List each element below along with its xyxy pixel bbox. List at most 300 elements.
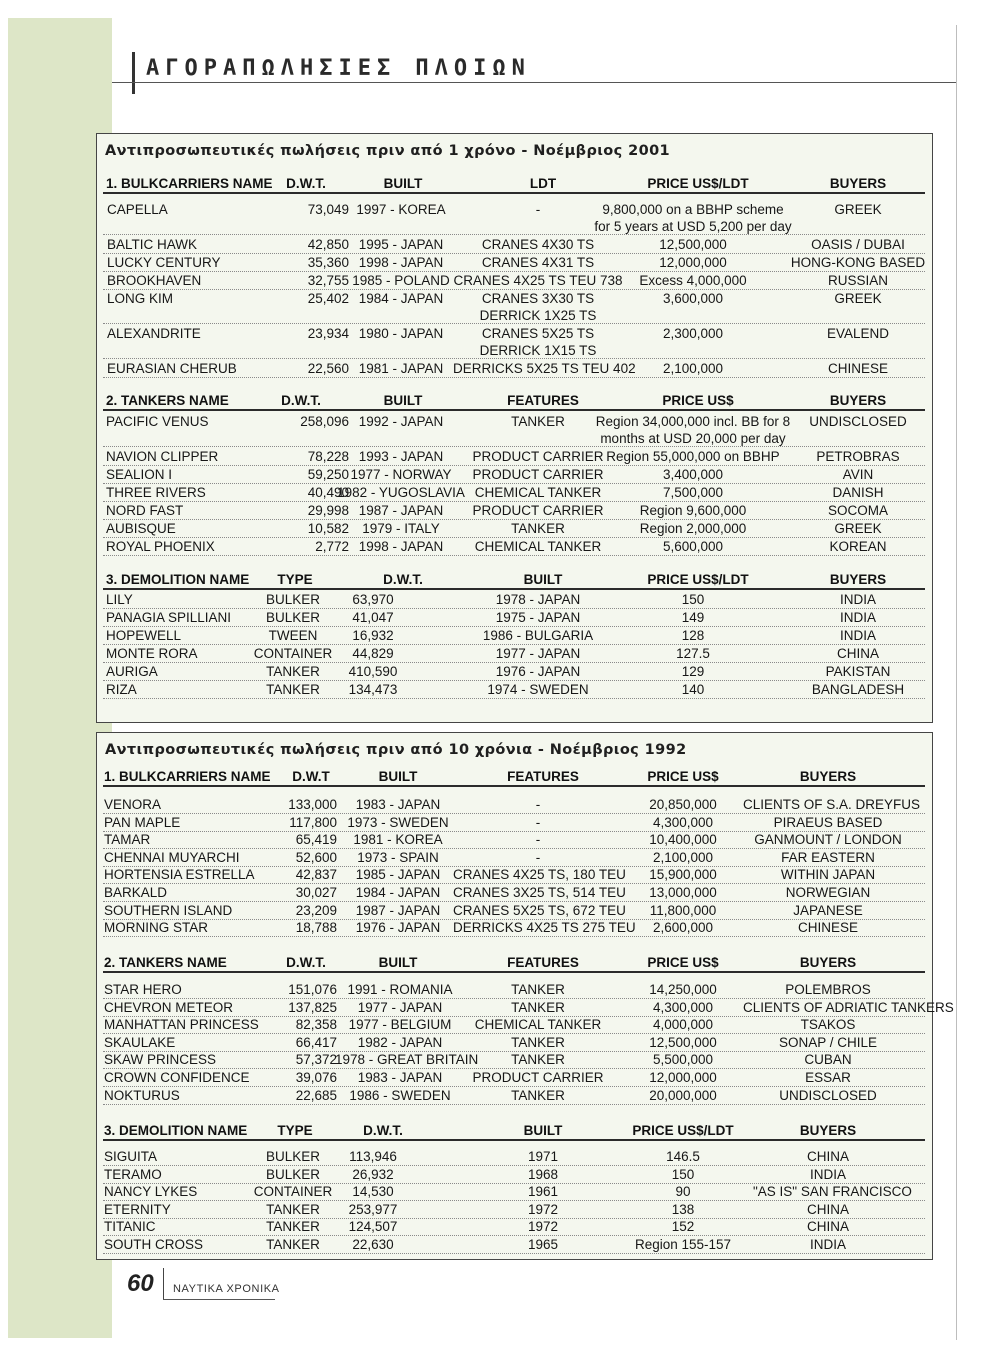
- table-cell: DERRICKS 5X25 TS TEU 402: [453, 361, 636, 376]
- table-cell: CONTAINER: [253, 646, 333, 661]
- table-cell: AVIN: [842, 467, 874, 482]
- column-header: BUILT: [523, 1123, 563, 1138]
- table-cell: 42,837: [295, 867, 337, 883]
- table-cell: 2,600,000: [652, 920, 714, 936]
- table-cell: INDIA: [809, 1237, 846, 1252]
- table-cell: 137,825: [288, 999, 337, 1015]
- column-header: D.W.T.: [281, 393, 321, 408]
- table-cell: CRANES 4X25 TS TEU 738: [453, 273, 623, 288]
- table-cell: 150: [681, 592, 705, 607]
- table-row: [103, 1201, 925, 1219]
- table-cell: PRODUCT CARRIER: [472, 449, 604, 464]
- table-cell: 3,600,000: [662, 291, 724, 306]
- table-cell: 1985 - JAPAN: [355, 867, 441, 883]
- table-cell: PRODUCT CARRIER: [472, 503, 604, 518]
- table-cell: 1998 - JAPAN: [358, 539, 444, 554]
- column-header: TYPE: [277, 572, 313, 587]
- table-row: [103, 1166, 925, 1184]
- table-cell: 41,047: [352, 610, 394, 625]
- table-cell: LONG KIM: [107, 291, 174, 306]
- table-cell: 4,300,000: [652, 999, 714, 1015]
- table-cell: Excess 4,000,000: [639, 273, 747, 288]
- table-row: [103, 1034, 925, 1052]
- table-cell: 29,998: [307, 503, 349, 518]
- table-cell: 66,417: [295, 1034, 337, 1050]
- table-cell: 1984 - JAPAN: [358, 291, 444, 306]
- table-cell: 82,358: [295, 1017, 337, 1033]
- table-cell: 11,800,000: [649, 902, 717, 918]
- table-cell: 1983 - JAPAN: [357, 1070, 443, 1085]
- table-cell: CRANES 3X30 TS DERRICK 1X25 TS: [479, 291, 597, 323]
- table-cell: 4,000,000: [652, 1017, 714, 1033]
- table-cell: GREEK: [834, 202, 882, 217]
- table-cell: PETROBRAS: [816, 449, 900, 464]
- table-cell: 20,000,000: [649, 1087, 717, 1103]
- table-cell: 1992 - JAPAN: [358, 414, 444, 429]
- table-row: [103, 902, 925, 920]
- table-cell: 140: [681, 682, 705, 697]
- table-cell: KOREAN: [829, 539, 887, 554]
- table-cell: RUSSIAN: [827, 273, 888, 288]
- table-cell: TANKER: [266, 1237, 320, 1252]
- table-cell: 1982 - YUGOSLAVIA: [337, 485, 465, 500]
- table-cell: -: [535, 832, 541, 848]
- table-cell: TSAKOS: [800, 1017, 856, 1033]
- table-cell: INDIA: [839, 592, 876, 607]
- table-cell: FAR EASTERN: [781, 849, 875, 865]
- table-cell: Region 2,000,000: [639, 521, 747, 536]
- table-cell: 1977 - JAPAN: [357, 999, 443, 1015]
- table-cell: TANKER: [266, 682, 320, 697]
- table-cell: TANKER: [511, 414, 565, 429]
- table-cell: -: [535, 797, 541, 812]
- table-row: [103, 1051, 925, 1069]
- table-row: [103, 999, 954, 1017]
- table-row: [103, 236, 925, 254]
- table-cell: CAPELLA: [107, 202, 168, 217]
- column-header: FEATURES: [507, 393, 579, 408]
- footer-divider: [163, 1268, 164, 1300]
- right-margin-rule: [956, 25, 957, 1340]
- column-header: FEATURES: [507, 769, 579, 784]
- table-cell: 113,946: [349, 1149, 397, 1164]
- table-cell: 12,500,000: [649, 1034, 717, 1050]
- column-header: D.W.T.: [383, 572, 423, 587]
- table-cell: 129: [681, 664, 705, 679]
- table-cell: TANKER: [511, 1087, 565, 1103]
- table-cell: CHINESE: [797, 920, 858, 936]
- table-cell: 1995 - JAPAN: [358, 237, 444, 252]
- table-cell: 1971: [527, 1149, 559, 1164]
- table-cell: 14,250,000: [649, 982, 717, 997]
- header-rule: [112, 82, 956, 83]
- table-cell: 22,685: [295, 1087, 337, 1103]
- table-cell: INDIA: [809, 1166, 846, 1182]
- table-cell: 149: [681, 610, 705, 625]
- table-cell: -: [535, 849, 541, 865]
- table-cell: 57,372: [295, 1052, 337, 1068]
- table-row: [103, 645, 925, 663]
- table-row: [103, 609, 925, 627]
- table-cell: 1972: [527, 1201, 559, 1217]
- table-cell: 134,473: [348, 682, 398, 697]
- table-row: [103, 413, 925, 447]
- table-cell: 1977 - JAPAN: [495, 646, 581, 661]
- table-cell: 1981 - KOREA: [353, 832, 443, 848]
- table-cell: 410,590: [348, 664, 398, 679]
- table-cell: CRANES 4X25 TS, 180 TEU: [453, 867, 626, 883]
- table-cell: 42,850: [307, 237, 349, 252]
- table-cell: RIZA: [106, 682, 137, 697]
- table-cell: 1976 - JAPAN: [495, 664, 581, 679]
- table-cell: 2,100,000: [662, 361, 724, 376]
- table-cell: 9,800,000 on a BBHP scheme for 5 years at USD 5,200 per day: [594, 202, 792, 234]
- page-title: ΑΓΟΡΑΠΩΛΗΣΙΕΣ ΠΛΟΙΩΝ: [146, 56, 531, 81]
- table-row: [103, 360, 925, 378]
- table-cell: 22,630: [352, 1237, 394, 1252]
- table-cell: 20,850,000: [649, 797, 717, 812]
- table-cell: CROWN CONFIDENCE: [104, 1070, 250, 1085]
- table-cell: UNDISCLOSED: [779, 1087, 877, 1103]
- tankers-table-header: [103, 391, 925, 411]
- table-cell: TANKER: [511, 982, 565, 997]
- table-cell: 146.5: [666, 1149, 700, 1164]
- bulk-table-header: [103, 767, 925, 787]
- table-row: [103, 1148, 925, 1166]
- table-cell: Region 9,600,000: [639, 503, 747, 518]
- table-cell: BROOKHAVEN: [107, 273, 202, 288]
- table-cell: HONG-KONG BASED: [790, 255, 926, 270]
- table-cell: POLEMBROS: [785, 982, 871, 997]
- panel-title: Αντιπροσωπευτικές πωλήσεις πριν από 1 χρόνο - Νοέμβριος 2001: [105, 143, 671, 159]
- table-cell: 151,076: [288, 982, 337, 997]
- table-cell: 1981 - JAPAN: [358, 361, 444, 376]
- table-cell: GREEK: [834, 291, 882, 306]
- table-cell: 73,049: [307, 202, 349, 217]
- table-row: [103, 663, 925, 681]
- table-cell: 15,900,000: [649, 867, 717, 883]
- table-cell: "AS IS" SAN FRANCISCO: [753, 1184, 912, 1200]
- table-cell: MORNING STAR: [104, 920, 208, 936]
- table-cell: 133,000: [288, 797, 337, 812]
- table-cell: TANKER: [266, 1219, 320, 1235]
- table-cell: 2,772: [315, 539, 349, 554]
- table-cell: BANGLADESH: [811, 682, 905, 697]
- table-row: [103, 627, 925, 645]
- table-cell: EURASIAN CHERUB: [107, 361, 237, 376]
- table-cell: LUCKY CENTURY: [107, 255, 221, 270]
- table-cell: TAMAR: [104, 832, 151, 848]
- table-cell: 117,800: [289, 814, 337, 830]
- table-cell: PACIFIC VENUS: [106, 414, 209, 429]
- table-cell: 124,507: [348, 1219, 398, 1235]
- table-cell: 1978 - JAPAN: [495, 592, 581, 607]
- panel-title: Αντιπροσωπευτικές πωλήσεις πριν από 10 χρόνια - Νοέμβριος 1992: [105, 742, 687, 758]
- column-header: 2. TANKERS NAME: [104, 955, 227, 970]
- column-header: BUILT: [378, 769, 418, 784]
- table-cell: TWEEN: [268, 628, 318, 643]
- table-cell: PRODUCT CARRIER: [472, 467, 604, 482]
- table-cell: 1975 - JAPAN: [495, 610, 581, 625]
- table-cell: HOPEWELL: [106, 628, 182, 643]
- table-cell: SIGUITA: [104, 1149, 158, 1164]
- table-cell: TANKER: [511, 1052, 565, 1068]
- table-cell: 258,096: [300, 414, 349, 429]
- table-cell: 39,076: [295, 1070, 337, 1085]
- table-cell: BULKER: [265, 610, 321, 625]
- column-header: BUILT: [378, 955, 418, 970]
- table-cell: ROYAL PHOENIX: [106, 539, 215, 554]
- table-cell: CRANES 5X25 TS, 672 TEU: [453, 902, 626, 918]
- table-cell: TERAMO: [104, 1166, 162, 1182]
- table-cell: 2,300,000: [662, 326, 724, 341]
- table-row: [103, 591, 925, 609]
- table-row: [103, 290, 925, 324]
- column-header: BUILT: [383, 176, 423, 191]
- table-cell: CRANES 4X30 TS: [481, 237, 595, 252]
- column-header: BUYERS: [799, 769, 857, 784]
- table-cell: BULKER: [265, 1166, 321, 1182]
- table-cell: JAPANESE: [793, 902, 863, 918]
- table-cell: 65,419: [295, 832, 337, 848]
- table-cell: EVALEND: [826, 326, 890, 341]
- table-cell: 12,000,000: [649, 1070, 717, 1085]
- table-row: [103, 1183, 925, 1201]
- table-cell: 152: [671, 1219, 695, 1235]
- table-cell: SONAP / CHILE: [778, 1034, 878, 1050]
- table-cell: 1987 - JAPAN: [358, 503, 444, 518]
- table-cell: 1982 - JAPAN: [357, 1034, 443, 1050]
- table-cell: -: [535, 202, 541, 217]
- footer-rule: [163, 1299, 275, 1300]
- table-row: [103, 448, 925, 466]
- column-header: 3. DEMOLITION NAME: [104, 1123, 248, 1138]
- column-header: PRICE US$/LDT: [647, 572, 749, 587]
- table-cell: CHINA: [836, 646, 879, 661]
- table-cell: 25,402: [307, 291, 349, 306]
- column-header: LDT: [529, 176, 557, 191]
- table-cell: 59,250: [307, 467, 349, 482]
- table-row: [103, 831, 925, 849]
- demolition-table-header: [103, 570, 925, 590]
- table-cell: HORTENSIA ESTRELLA: [104, 867, 255, 883]
- table-cell: 1977 - NORWAY: [350, 467, 452, 482]
- table-cell: CRANES 3X25 TS, 514 TEU: [453, 885, 626, 900]
- table-cell: GREEK: [834, 521, 882, 536]
- column-header: PRICE US$: [662, 393, 734, 408]
- header-bar: [132, 52, 135, 94]
- table-cell: THREE RIVERS: [106, 485, 206, 500]
- table-cell: 127.5: [676, 646, 710, 661]
- table-cell: BARKALD: [104, 885, 168, 900]
- table-cell: 1985 - POLAND: [352, 273, 450, 288]
- table-cell: 150: [671, 1166, 695, 1182]
- table-cell: 1997 - KOREA: [356, 202, 446, 217]
- column-header: 1. BULKCARRIERS NAME: [106, 176, 273, 191]
- column-header: TYPE: [277, 1123, 313, 1138]
- table-cell: 1983 - JAPAN: [355, 797, 441, 812]
- table-cell: CHEMICAL TANKER: [474, 539, 602, 554]
- table-cell: 7,500,000: [662, 485, 724, 500]
- table-cell: LILY: [106, 592, 133, 607]
- table-cell: 5,600,000: [662, 539, 724, 554]
- table-cell: CHEMICAL TANKER: [474, 1017, 602, 1033]
- table-row: [103, 814, 925, 832]
- table-cell: 1973 - SWEDEN: [347, 814, 449, 830]
- column-header: D.W.T: [292, 769, 330, 784]
- table-cell: 13,000,000: [649, 885, 717, 900]
- table-cell: MANHATTAN PRINCESS: [104, 1017, 259, 1033]
- table-cell: 1987 - JAPAN: [355, 902, 441, 918]
- table-row: [103, 466, 925, 484]
- table-cell: 78,228: [307, 449, 349, 464]
- table-cell: BULKER: [265, 592, 321, 607]
- table-cell: CRANES 5X25 TS DERRICK 1X15 TS: [479, 326, 597, 358]
- page-number: 60: [127, 1270, 154, 1297]
- table-row: [103, 254, 925, 272]
- table-row: [103, 325, 925, 359]
- table-cell: 90: [675, 1184, 691, 1200]
- table-cell: 1968: [527, 1166, 559, 1182]
- table-row: [103, 796, 925, 814]
- table-cell: 4,300,000: [652, 814, 714, 830]
- table-cell: WITHIN JAPAN: [780, 867, 876, 883]
- table-cell: NANCY LYKES: [104, 1184, 198, 1200]
- table-cell: STAR HERO: [104, 982, 182, 997]
- table-cell: SKAW PRINCESS: [104, 1052, 217, 1068]
- column-header: BUYERS: [829, 572, 887, 587]
- table-cell: DERRICKS 4X25 TS 275 TEU: [453, 920, 636, 936]
- table-cell: SOCOMA: [827, 503, 888, 518]
- table-cell: NORD FAST: [106, 503, 184, 518]
- table-row: [103, 272, 925, 290]
- table-cell: 5,500,000: [652, 1052, 714, 1068]
- table-row: [103, 681, 925, 699]
- table-cell: ETERNITY: [104, 1201, 171, 1217]
- table-cell: Region 34,000,000 incl. BB for 8 months at USD 20,000 per day: [595, 414, 791, 446]
- table-cell: ALEXANDRITE: [107, 326, 201, 341]
- table-cell: PRODUCT CARRIER: [472, 1070, 604, 1085]
- table-cell: TANKER: [266, 664, 320, 679]
- table-cell: 1978 - GREAT BRITAIN: [335, 1052, 479, 1068]
- column-header: BUILT: [383, 393, 423, 408]
- table-cell: CHEMICAL TANKER: [474, 485, 602, 500]
- table-cell: 1993 - JAPAN: [358, 449, 444, 464]
- table-cell: CHINA: [806, 1219, 849, 1235]
- table-cell: 10,400,000: [649, 832, 717, 848]
- table-cell: NORWEGIAN: [785, 885, 871, 900]
- table-cell: 35,360: [307, 255, 349, 270]
- column-header: D.W.T.: [363, 1123, 403, 1138]
- table-row: [103, 201, 925, 235]
- table-cell: 1974 - SWEDEN: [487, 682, 589, 697]
- table-cell: BALTIC HAWK: [107, 237, 198, 252]
- table-row: [103, 484, 925, 502]
- table-row: [103, 884, 925, 902]
- column-header: PRICE US$: [647, 769, 719, 784]
- column-header: D.W.T.: [286, 176, 326, 191]
- table-row: [103, 866, 925, 884]
- table-cell: 12,500,000: [659, 237, 727, 252]
- column-header: FEATURES: [507, 955, 579, 970]
- table-cell: 18,788: [295, 920, 337, 936]
- table-cell: MONTE RORA: [106, 646, 198, 661]
- table-cell: 1973 - SPAIN: [357, 849, 439, 865]
- table-cell: CUBAN: [804, 1052, 852, 1068]
- column-header: PRICE US$/LDT: [632, 1123, 734, 1138]
- table-cell: 1979 - ITALY: [362, 521, 440, 536]
- table-cell: CHENNAI MUYARCHI: [104, 849, 240, 865]
- table-row: [103, 1218, 925, 1236]
- table-cell: 52,600: [295, 849, 337, 865]
- table-cell: CHINA: [806, 1201, 849, 1217]
- table-cell: 23,934: [307, 326, 349, 341]
- table-cell: TANKER: [511, 1034, 565, 1050]
- column-header: D.W.T.: [286, 955, 326, 970]
- table-cell: 1972: [527, 1219, 559, 1235]
- table-cell: 12,000,000: [659, 255, 727, 270]
- table-cell: PIRAEUS BASED: [773, 814, 883, 830]
- table-cell: BULKER: [265, 1149, 321, 1164]
- table-cell: 1980 - JAPAN: [358, 326, 444, 341]
- demolition-table-header: [103, 1121, 925, 1141]
- table-cell: SEALION I: [106, 467, 173, 482]
- table-cell: CRANES 4X31 TS: [481, 255, 595, 270]
- table-cell: 32,755: [307, 273, 349, 288]
- panel-sales-1992: [96, 732, 954, 1260]
- table-cell: 253,977: [348, 1201, 398, 1217]
- column-header: 2. TANKERS NAME: [106, 393, 229, 408]
- table-cell: TANKER: [266, 1201, 320, 1217]
- table-cell: 1976 - JAPAN: [355, 920, 441, 936]
- table-cell: 128: [681, 628, 705, 643]
- table-cell: SOUTH CROSS: [104, 1237, 204, 1252]
- table-cell: GANMOUNT / LONDON: [754, 832, 902, 848]
- table-row: [103, 538, 925, 556]
- table-cell: SKAULAKE: [104, 1034, 176, 1050]
- publication-name: ΝΑΥΤΙΚΑ ΧΡΟΝΙΚΑ: [173, 1283, 280, 1295]
- table-cell: INDIA: [839, 628, 876, 643]
- table-row: [103, 502, 925, 520]
- table-cell: PANAGIA SPILLIANI: [106, 610, 232, 625]
- table-cell: 1986 - BULGARIA: [482, 628, 594, 643]
- tankers-table-header: [103, 953, 925, 973]
- table-row: [103, 849, 925, 867]
- table-cell: TITANIC: [104, 1219, 156, 1235]
- table-cell: TANKER: [511, 521, 565, 536]
- table-cell: ESSAR: [805, 1070, 851, 1085]
- column-header: BUYERS: [829, 176, 887, 191]
- table-cell: 2,100,000: [652, 849, 714, 865]
- table-cell: CONTAINER: [253, 1184, 333, 1200]
- table-row: [103, 1087, 925, 1105]
- table-cell: SOUTHERN ISLAND: [104, 902, 233, 918]
- column-header: BUYERS: [829, 393, 887, 408]
- table-row: [103, 520, 925, 538]
- table-cell: 1998 - JAPAN: [358, 255, 444, 270]
- table-cell: 30,027: [295, 885, 337, 900]
- column-header: BUYERS: [799, 955, 857, 970]
- table-cell: 16,932: [352, 628, 394, 643]
- table-cell: NAVION CLIPPER: [106, 449, 219, 464]
- table-cell: AUBISQUE: [106, 521, 176, 536]
- table-cell: CHINA: [806, 1149, 849, 1164]
- table-cell: 23,209: [295, 902, 337, 918]
- table-cell: -: [535, 814, 541, 830]
- column-header: 3. DEMOLITION NAME: [106, 572, 250, 587]
- table-cell: 1986 - SWEDEN: [349, 1087, 451, 1103]
- table-cell: VENORA: [104, 797, 162, 812]
